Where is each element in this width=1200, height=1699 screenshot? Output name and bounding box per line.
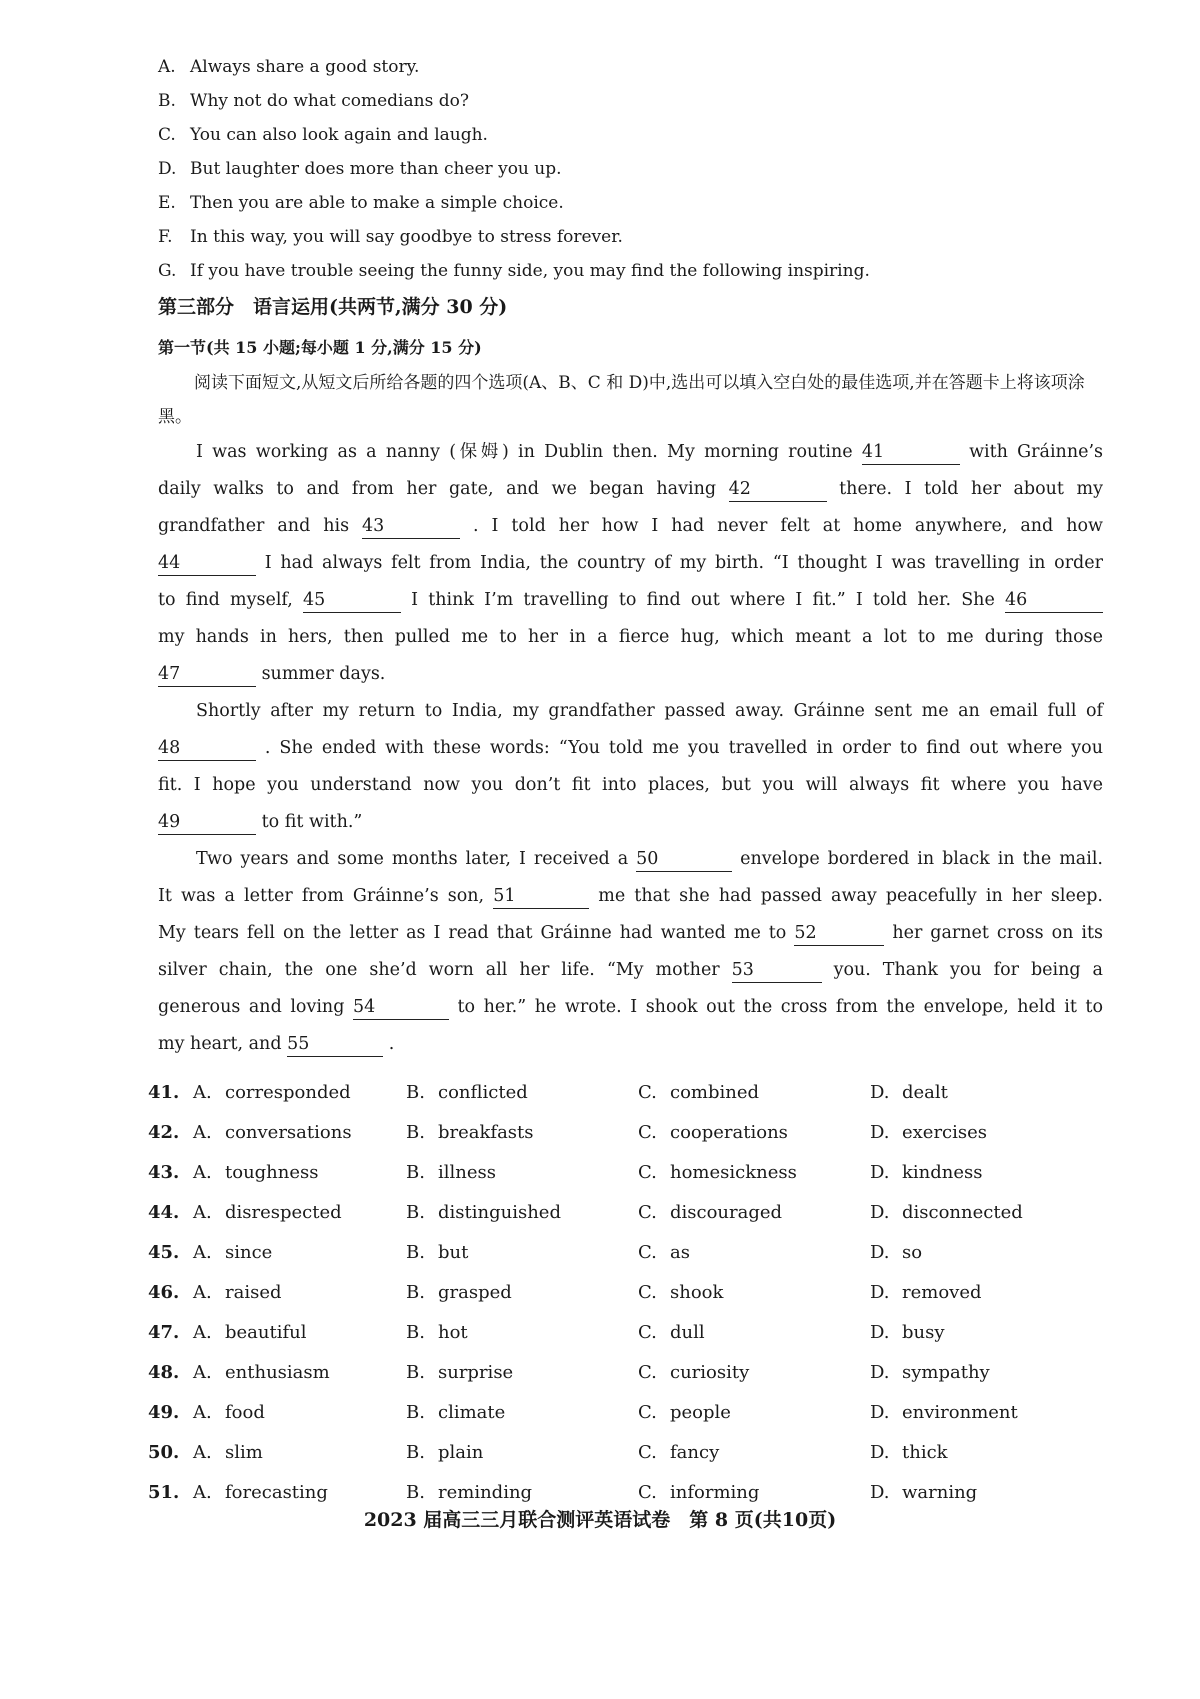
choice-d: dealt: [902, 1082, 948, 1103]
blank-45: 45: [303, 588, 401, 613]
choice-c: homesickness: [670, 1162, 797, 1183]
choice-b: surprise: [438, 1362, 514, 1383]
choice-a: slim: [225, 1442, 263, 1463]
choice-b: climate: [438, 1402, 506, 1423]
option-text: If you have trouble seeing the funny side, you may find the following inspiring.: [190, 261, 870, 281]
question-number: 48.: [148, 1362, 180, 1383]
choice-a: food: [225, 1402, 265, 1423]
choice-c: shook: [670, 1282, 724, 1303]
option-text: Then you are able to make a simple choice.: [190, 193, 564, 213]
choice-a: corresponded: [225, 1082, 351, 1103]
choice-d: removed: [902, 1282, 982, 1303]
blank-42: 42: [729, 477, 827, 502]
choice-c: curiosity: [670, 1362, 750, 1383]
blank-51: 51: [493, 884, 589, 909]
choice-c: combined: [670, 1082, 760, 1103]
question-number: 44.: [148, 1202, 180, 1223]
option-key: E.: [158, 193, 176, 213]
option-key: C.: [158, 125, 176, 145]
option-key: A.: [158, 57, 176, 77]
choice-c: dull: [670, 1322, 705, 1343]
choice-b: breakfasts: [438, 1122, 534, 1143]
choice-d: thick: [902, 1442, 948, 1463]
passage-line: Shortly after my return to India, my grandfather passed away. Gráinne sent me an email full of: [196, 701, 1103, 721]
choice-d: environment: [902, 1402, 1018, 1423]
passage-line: It was a letter from Gráinne’s son, 51 me that she had passed away peacefully in her sleep.: [158, 878, 1103, 915]
option-e: [158, 186, 1118, 220]
choice-a: conversations: [225, 1122, 352, 1143]
blank-46: 46: [1005, 588, 1103, 613]
choice-a: beautiful: [225, 1322, 307, 1343]
option-key: G.: [158, 261, 177, 281]
question-number: 41.: [148, 1082, 180, 1103]
question-43: 43. A. toughness B. illness C. homesickness D. kindness: [148, 1153, 1108, 1193]
passage-line: 49 to fit with.”: [158, 804, 1103, 841]
passage-line: I was working as a nanny (保姆) in Dublin then. My morning routine 41 with Gráinne’s: [158, 434, 1103, 471]
question-49: 49. A. food B. climate C. people D. environment: [148, 1393, 1108, 1433]
question-47: 47. A. beautiful B. hot C. dull D. busy: [148, 1313, 1108, 1353]
option-key: F.: [158, 227, 173, 247]
option-text: You can also look again and laugh.: [190, 125, 488, 145]
question-number: 47.: [148, 1322, 180, 1343]
question-48: 48. A. enthusiasm B. surprise C. curiosity D. sympathy: [148, 1353, 1108, 1393]
blank-44: 44: [158, 551, 256, 576]
section-title: 第三部分 语言运用(共两节,满分 30 分): [158, 296, 508, 318]
choice-c: informing: [670, 1482, 760, 1503]
passage-line: grandfather and his 43 . I told her how I had never felt at home anywhere, and how: [158, 508, 1103, 545]
instruction-text: 阅读下面短文,从短文后所给各题的四个选项(A、B、C 和 D)中,选出可以填入空白处的最佳选项,并在答题卡上将该项涂黑。: [158, 373, 1085, 427]
question-46: 46. A. raised B. grasped C. shook D. removed: [148, 1273, 1108, 1313]
option-g: [158, 254, 1118, 288]
blank-53: 53: [732, 958, 822, 983]
question-number: 43.: [148, 1162, 180, 1183]
question-41: 41. A. corresponded B. conflicted C. combined D. dealt: [148, 1073, 1108, 1113]
choice-d: busy: [902, 1322, 945, 1343]
blank-52: 52: [794, 921, 884, 946]
choice-d: so: [902, 1242, 923, 1263]
question-50: 50. A. slim B. plain C. fancy D. thick: [148, 1433, 1108, 1473]
choice-a: raised: [225, 1282, 282, 1303]
choice-b: illness: [438, 1162, 496, 1183]
passage-line: My tears fell on the letter as I read that Gráinne had wanted me to 52 her garnet cross on its: [158, 915, 1103, 952]
question-number: 46.: [148, 1282, 180, 1303]
passage-line: fit. I hope you understand now you don’t fit into places, but you will always fit where you have: [158, 775, 1103, 795]
passage-line: 47 summer days.: [158, 656, 1103, 693]
blank-50: 50: [636, 847, 732, 872]
choice-d: sympathy: [902, 1362, 990, 1383]
choice-b: reminding: [438, 1482, 533, 1503]
option-text: In this way, you will say goodbye to stress forever.: [190, 227, 623, 247]
blank-48: 48: [158, 736, 256, 761]
option-text: Why not do what comedians do?: [190, 91, 469, 111]
passage-line: to find myself, 45 I think I’m travelling to find out where I fit.” I told her. She 46: [158, 582, 1103, 619]
option-key: B.: [158, 91, 176, 111]
question-number: 50.: [148, 1442, 180, 1463]
blank-43: 43: [362, 514, 460, 539]
option-c: [158, 118, 1118, 152]
choice-b: conflicted: [438, 1082, 528, 1103]
option-key: D.: [158, 159, 177, 179]
cloze-passage: [158, 434, 1103, 1063]
question-number: 51.: [148, 1482, 180, 1503]
choice-a: disrespected: [225, 1202, 342, 1223]
question-number: 49.: [148, 1402, 180, 1423]
blank-55: 55: [287, 1032, 383, 1057]
option-text: Always share a good story.: [190, 57, 420, 77]
choice-b: but: [438, 1242, 469, 1263]
choice-c: people: [670, 1402, 731, 1423]
question-45: 45. A. since B. but C. as D. so: [148, 1233, 1108, 1273]
instruction: [158, 366, 1093, 434]
passage-line: my heart, and 55 .: [158, 1026, 1103, 1063]
option-f: [158, 220, 1118, 254]
sub-title: 第一节(共 15 小题;每小题 1 分,满分 15 分): [158, 338, 482, 357]
question-42: 42. A. conversations B. breakfasts C. cooperations D. exercises: [148, 1113, 1108, 1153]
passage-line: Two years and some months later, I received a 50 envelope bordered in black in the mail.: [158, 841, 1103, 878]
question-51: 51. A. forecasting B. reminding C. informing D. warning: [148, 1473, 1108, 1513]
choice-a: enthusiasm: [225, 1362, 330, 1383]
choice-c: fancy: [670, 1442, 720, 1463]
blank-41: 41: [862, 440, 960, 465]
passage-line: my hands in hers, then pulled me to her in a fierce hug, which meant a lot to me during those: [158, 627, 1103, 647]
choice-a: since: [225, 1242, 273, 1263]
choice-b: hot: [438, 1322, 468, 1343]
choice-b: distinguished: [438, 1202, 561, 1223]
page-footer: 2023 届高三三月联合测评英语试卷 第 8 页(共10页): [363, 1509, 837, 1531]
option-b: [158, 84, 1118, 118]
blank-54: 54: [353, 995, 449, 1020]
choice-c: as: [670, 1242, 690, 1263]
passage-line: daily walks to and from her gate, and we began having 42 there. I told her about my: [158, 471, 1103, 508]
passage-line: 44 I had always felt from India, the country of my birth. “I thought I was travelling in order: [158, 545, 1103, 582]
choice-d: exercises: [902, 1122, 988, 1143]
question-44: 44. A. disrespected B. distinguished C. discouraged D. disconnected: [148, 1193, 1108, 1233]
option-a: [158, 50, 1118, 84]
choice-d: kindness: [902, 1162, 983, 1183]
choice-b: plain: [438, 1442, 484, 1463]
passage-line: silver chain, the one she’d worn all her life. “My mother 53 you. Thank you for being a: [158, 952, 1103, 989]
option-text: But laughter does more than cheer you up.: [190, 159, 562, 179]
choice-d: disconnected: [902, 1202, 1023, 1223]
choice-c: discouraged: [670, 1202, 783, 1223]
choice-c: cooperations: [670, 1122, 788, 1143]
blank-49: 49: [158, 810, 256, 835]
question-number: 42.: [148, 1122, 180, 1143]
choice-table: [148, 1073, 1108, 1513]
option-list: [158, 50, 1118, 288]
choice-a: toughness: [225, 1162, 319, 1183]
choice-a: forecasting: [225, 1482, 328, 1503]
passage-line: generous and loving 54 to her.” he wrote. I shook out the cross from the envelope, held it to: [158, 989, 1103, 1026]
passage-line: 48 . She ended with these words: “You told me you travelled in order to find out where you: [158, 730, 1103, 767]
blank-47: 47: [158, 662, 256, 687]
choice-b: grasped: [438, 1282, 512, 1303]
choice-d: warning: [902, 1482, 978, 1503]
question-number: 45.: [148, 1242, 180, 1263]
option-d: [158, 152, 1118, 186]
